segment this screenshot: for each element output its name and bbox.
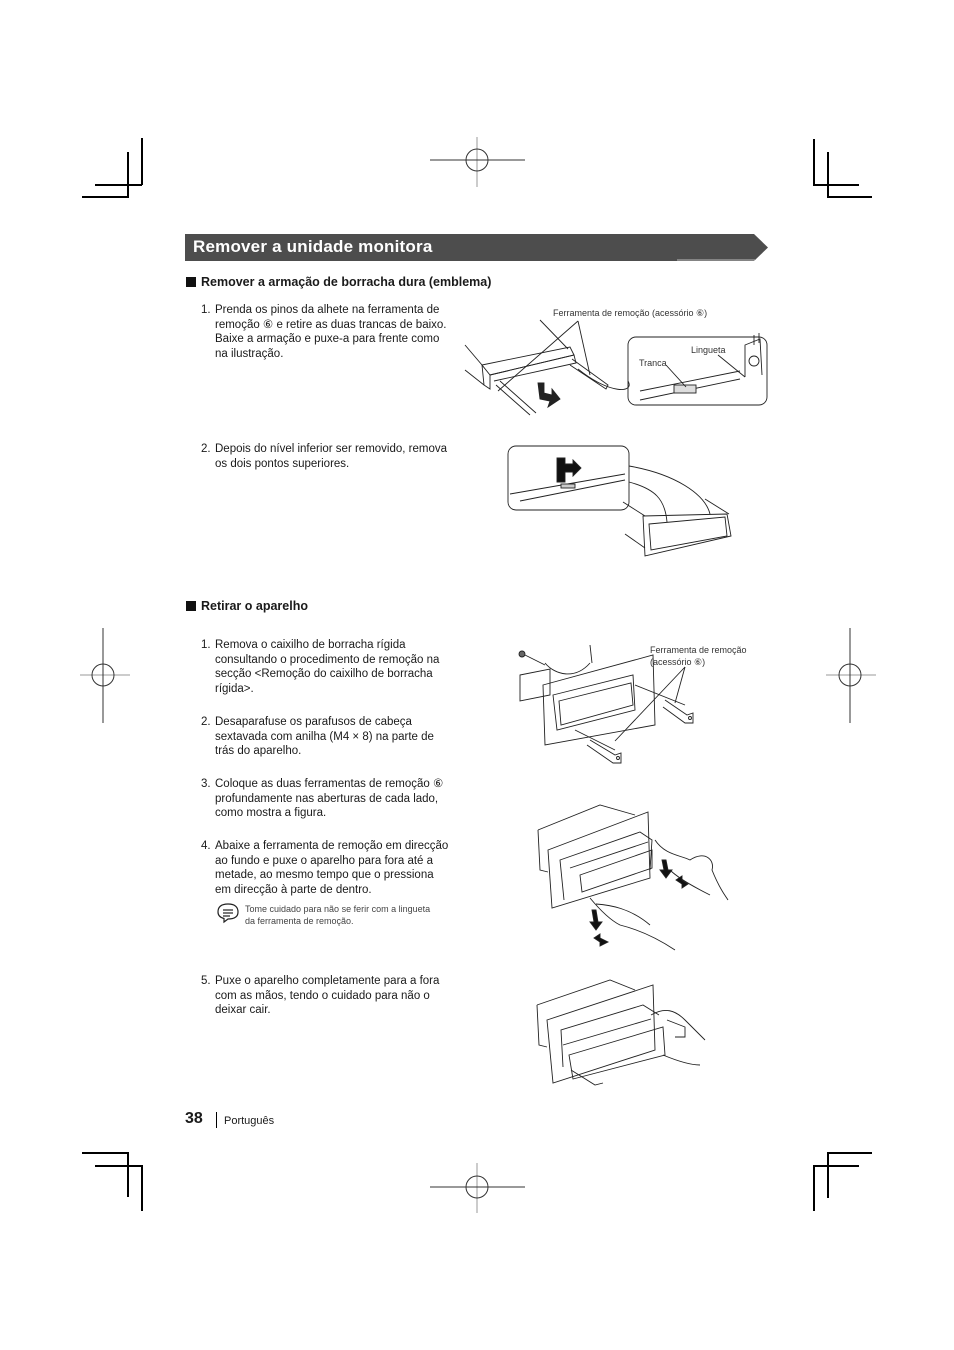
illustration-pull-unit-out <box>535 975 710 1085</box>
figure-label-tool: Ferramenta de remoção (acessório ⑥) <box>553 308 708 318</box>
step-line: Abaixe a ferramenta de remoção em direcção <box>215 840 449 852</box>
figure-label-line: (acessório ⑥) <box>650 657 706 667</box>
step-line: secção <Remoção do caixilho de borracha <box>215 668 433 681</box>
step-number: 1. <box>201 639 211 651</box>
step-line: Puxe o aparelho completamente para a fora <box>215 975 440 987</box>
section-heading-remove-unit <box>186 599 308 613</box>
step-line: com as mãos, tendo o cuidado para não o <box>215 989 430 1002</box>
footer-divider <box>216 1112 217 1128</box>
step-line: Prenda os pinos da alhete na ferramenta de <box>215 304 440 316</box>
step-line: como mostra a figura. <box>215 807 327 820</box>
note-line: Tome cuidado para não se ferir com a lingueta <box>245 904 431 914</box>
step-line: Coloque as duas ferramentas de remoção ⑥ <box>215 778 444 790</box>
registration-mark-right <box>826 628 876 723</box>
step-line: rígida>. <box>215 682 254 695</box>
step-number: 3. <box>201 778 211 790</box>
step-number: 4. <box>201 840 211 852</box>
step-text <box>215 303 465 361</box>
note-text <box>245 903 470 927</box>
step-number: 2. <box>201 716 211 728</box>
section-heading-emblem <box>186 275 491 289</box>
square-bullet-icon <box>186 601 196 611</box>
section-heading-text: Retirar o aparelho <box>201 599 308 613</box>
step-text <box>215 839 465 897</box>
step-line: trás do aparelho. <box>215 745 302 758</box>
step-line: em direcção à parte de dentro. <box>215 883 372 896</box>
step-line: Baixe a armação e puxe-a para frente como <box>215 333 440 346</box>
step-line: na ilustração. <box>215 347 284 360</box>
figure-label-tab: Lingueta <box>691 345 726 355</box>
step-line: metade, ao mesmo tempo que o pressiona <box>215 869 434 882</box>
step-line: Desaparafuse os parafusos de cabeça <box>215 716 412 728</box>
illustration-pull-unit-halfway <box>530 800 730 950</box>
step-line: Remova o caixilho de borracha rígida <box>215 639 406 651</box>
step-line: ao fundo e puxe o aparelho para fora até a <box>215 854 434 867</box>
square-bullet-icon <box>186 277 196 287</box>
step-number: 2. <box>201 443 211 455</box>
step-line: sextavada com anilha (M4 × 8) na parte de <box>215 730 434 743</box>
registration-mark-top <box>430 137 525 187</box>
note-speech-icon <box>216 902 240 924</box>
step-line: remoção ⑥ e retire as duas trancas de baixo. <box>215 318 447 331</box>
illustration-insert-tools <box>515 645 705 770</box>
step-line: Depois do nível inferior ser removido, remova <box>215 443 448 455</box>
illustration-upper-points <box>505 444 750 564</box>
page-number: 38 <box>185 1110 203 1127</box>
step-line: deixar cair. <box>215 1004 271 1017</box>
step-text <box>215 442 465 471</box>
step-line: profundamente nas aberturas de cada lado, <box>215 792 439 805</box>
step-text <box>215 715 465 759</box>
step-text <box>215 638 465 696</box>
page-title: Remover a unidade monitora <box>193 237 433 256</box>
note-line: da ferramenta de remoção. <box>245 916 354 926</box>
page-title-banner <box>185 234 768 261</box>
figure-label-lock: Tranca <box>639 358 667 368</box>
footer-language: Português <box>224 1115 275 1127</box>
registration-mark-bottom <box>430 1163 525 1213</box>
registration-mark-left <box>80 628 130 723</box>
section-heading-text: Remover a armação de borracha dura (emblema) <box>201 275 492 289</box>
figure-label-line: Ferramenta de remoção <box>650 645 747 655</box>
step-line: os dois pontos superiores. <box>215 457 350 470</box>
illustration-emblem-removal <box>460 315 770 415</box>
step-text <box>215 974 465 1018</box>
step-text <box>215 777 465 821</box>
step-line: consultando o procedimento de remoção na <box>215 653 440 666</box>
step-number: 5. <box>201 975 211 987</box>
step-number: 1. <box>201 304 211 316</box>
